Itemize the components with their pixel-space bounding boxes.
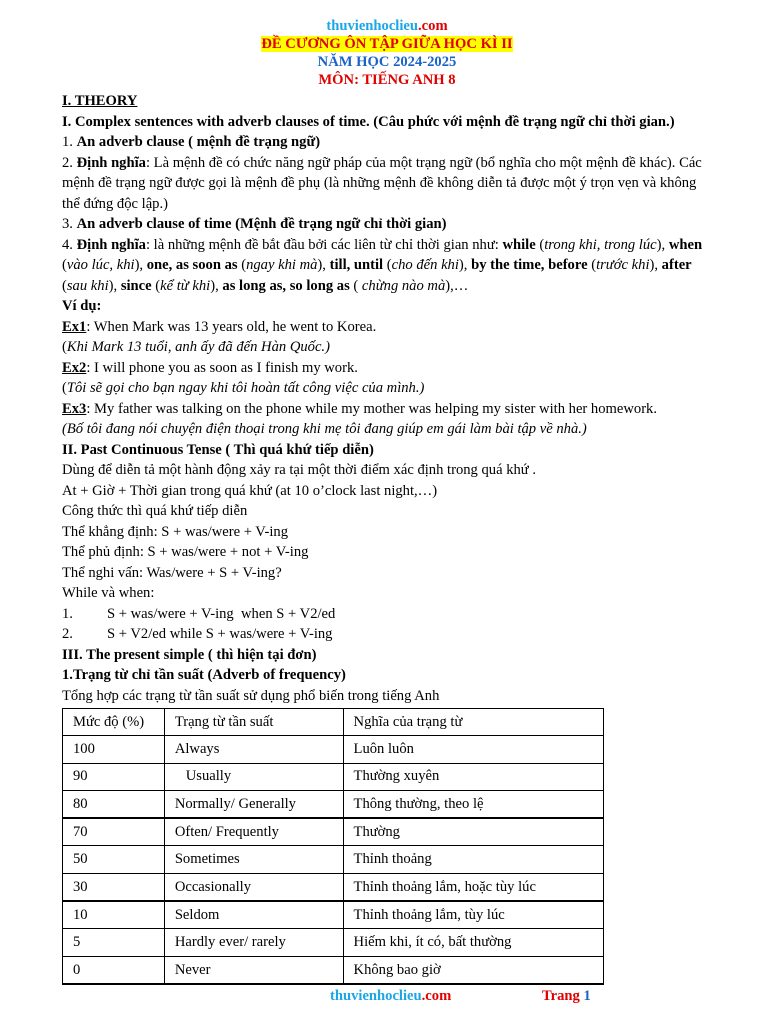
school-year: NĂM HỌC 2024-2025: [317, 54, 457, 70]
table-row: [63, 846, 604, 873]
s2-rule-1: 1. S + was/were + V-ing when S + V2/ed: [62, 605, 336, 622]
s2-negative: Thể phủ định: S + was/were + not + V-ing: [62, 544, 309, 560]
table-cell: 30: [63, 873, 165, 901]
theory-heading: I. THEORY: [62, 93, 138, 109]
table-cell: Thông thường, theo lệ: [343, 790, 603, 818]
site-name[interactable]: thuvienhoclieu: [326, 18, 419, 34]
s2-line-2: At + Giờ + Thời gian trong quá khứ (at 10 o’clock last night,…): [62, 482, 438, 499]
table-cell: 80: [63, 790, 165, 818]
table-cell: Often/ Frequently: [164, 818, 343, 846]
table-cell: Thường: [343, 818, 603, 846]
table-cell: 0: [63, 956, 165, 984]
point-3: 3. An adverb clause of time (Mệnh đề trạng ngữ chỉ thời gian): [62, 216, 447, 232]
table-header: Nghĩa của trạng từ: [343, 709, 603, 736]
table-header: Trạng từ tần suất: [164, 709, 343, 736]
table-cell: 100: [63, 736, 165, 763]
example-2: Ex2: I will phone you as soon as I finish my work.: [62, 359, 358, 376]
s2-while-when: While và when:: [62, 585, 155, 601]
section3-intro: Tổng hợp các trạng từ tần suất sử dụng phổ biến trong tiếng Anh: [62, 687, 440, 704]
section2-heading: II. Past Continuous Tense ( Thì quá khứ tiếp diễn): [62, 441, 374, 458]
table-header: Mức độ (%): [63, 709, 165, 736]
section1-heading: I. Complex sentences with adverb clauses of time. (Câu phức với mệnh đề trạng ngữ chỉ thời gian.): [62, 113, 675, 130]
section3-subheading: 1.Trạng từ chỉ tần suất (Adverb of frequency): [62, 667, 346, 683]
table-row: [63, 736, 604, 763]
point-4: 4. Định nghĩa: là những mệnh đề bắt đầu bởi các liên từ chỉ thời gian như: while (trong khi, trong lúc), when (vào lúc, khi), one, as soon as (ngay khi mà), till, until (cho đến khi), by the time, before (trước khi), after (sau khi), since (kể từ khi), as long as, so long as ( chừng nào mà),…: [62, 236, 703, 294]
table-cell: Seldom: [164, 901, 343, 929]
table-cell: Occasionally: [164, 873, 343, 901]
table-cell: Hiếm khi, ít có, bất thường: [343, 929, 603, 956]
example-3: Ex3: My father was talking on the phone while my mother was helping my sister with her homework.: [62, 400, 657, 417]
table-row: [63, 763, 604, 790]
site-header: [62, 17, 712, 35]
table-cell: Sometimes: [164, 846, 343, 873]
table-row: [63, 929, 604, 956]
example-label: Ví dụ:: [62, 298, 102, 314]
footer-site[interactable]: thuvienhoclieu.com: [330, 988, 452, 1004]
table-cell: Never: [164, 956, 343, 984]
table-row: [63, 818, 604, 846]
example-3-translation: (Bố tôi đang nói chuyện điện thoại trong khi mẹ tôi đang giúp em gái làm bài tập về nhà.): [62, 421, 587, 437]
table-cell: Thỉnh thoảng lắm, hoặc tùy lúc: [343, 873, 603, 901]
table-cell: Luôn luôn: [343, 736, 603, 763]
table-cell: Hardly ever/ rarely: [164, 929, 343, 956]
s2-line-3: Công thức thì quá khứ tiếp diễn: [62, 503, 248, 519]
site-domain[interactable]: .com: [418, 18, 448, 34]
table-row: [63, 790, 604, 818]
s2-rule-2: 2. S + V2/ed while S + was/were + V-ing: [62, 626, 333, 642]
table-row: [63, 901, 604, 929]
s2-affirmative: Thể khẳng định: S + was/were + V-ing: [62, 523, 289, 540]
page-number: Trang 1: [542, 988, 591, 1004]
s2-line-1: Dùng để diễn tả một hành động xảy ra tại một thời điểm xác định trong quá khứ .: [62, 462, 537, 478]
table-header-row: [63, 709, 604, 736]
s2-question: Thể nghi vấn: Was/were + S + V-ing?: [62, 564, 282, 581]
frequency-table: [62, 708, 604, 985]
table-cell: 90: [63, 763, 165, 790]
table-cell: Thường xuyên: [343, 763, 603, 790]
subject: MÔN: TIẾNG ANH 8: [318, 72, 456, 88]
table-cell: Thỉnh thoảng lắm, tùy lúc: [343, 901, 603, 929]
table-cell: Không bao giờ: [343, 956, 603, 984]
table-cell: Always: [164, 736, 343, 763]
table-cell: Usually: [164, 763, 343, 790]
doc-title: ĐỀ CƯƠNG ÔN TẬP GIỮA HỌC KÌ II: [261, 36, 513, 52]
table-cell: 5: [63, 929, 165, 956]
example-1-translation: (Khi Mark 13 tuổi, anh ấy đã đến Hàn Quốc.): [62, 339, 330, 355]
table-cell: 70: [63, 818, 165, 846]
table-row: [63, 873, 604, 901]
point-1: 1. An adverb clause ( mệnh đề trạng ngữ): [62, 134, 321, 150]
example-2-translation: (Tôi sẽ gọi cho bạn ngay khi tôi hoàn tất công việc của mình.): [62, 380, 425, 396]
table-cell: Thỉnh thoảng: [343, 846, 603, 873]
table-cell: 50: [63, 846, 165, 873]
table-cell: 10: [63, 901, 165, 929]
point-2: 2. Định nghĩa: Là mệnh đề có chức năng ngữ pháp của một trạng ngữ (bổ nghĩa cho một mệnh đề khác). Các mệnh đề trạng ngữ được gọi là mệnh đề phụ (là những mệnh đề không diễn tả được một ý trọn vẹn và không thể đứng độc lập.): [62, 154, 702, 212]
document-body: [62, 17, 712, 985]
table-cell: Normally/ Generally: [164, 790, 343, 818]
section3-heading: III. The present simple ( thì hiện tại đơn): [62, 646, 317, 663]
example-1: Ex1: When Mark was 13 years old, he went to Korea.: [62, 318, 377, 335]
table-row: [63, 956, 604, 984]
